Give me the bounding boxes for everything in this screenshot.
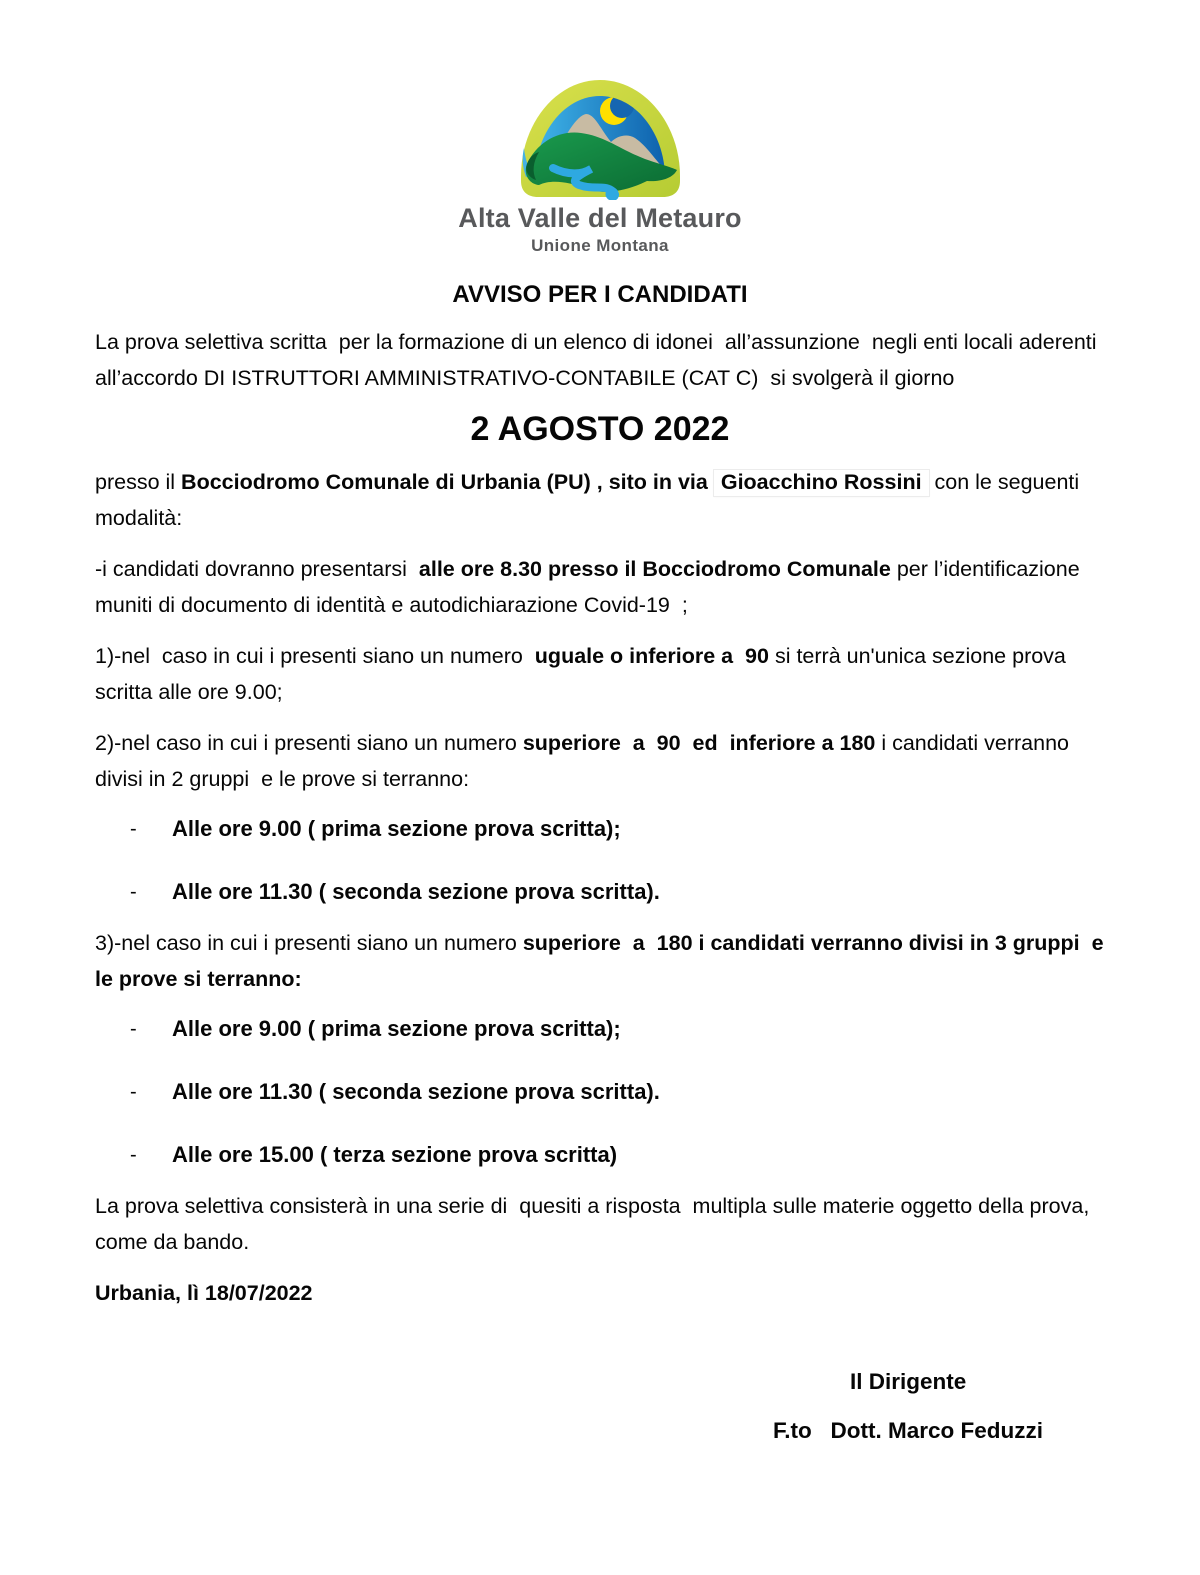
text-run: 1)-nel caso in cui i presenti siano un numero — [95, 644, 535, 668]
signature-role — [850, 1369, 1105, 1395]
paragraph — [95, 925, 1110, 997]
bullet-item — [95, 874, 1105, 910]
text-run: Alle ore 9.00 ( prima sezione prova scritta); — [172, 816, 621, 841]
bullet-dash: - — [130, 881, 137, 903]
document-body — [95, 281, 1110, 1444]
text-run: alle ore 8.30 presso il Bocciodromo Comunale — [418, 557, 891, 581]
text-run: superiore a 180 i candidati verranno divisi in 3 gruppi e le prove si terranno: — [95, 931, 1110, 991]
text-run: presso il — [95, 470, 182, 494]
text-run: i candidati verranno divisi in 2 gruppi e le prove si terranno: — [95, 731, 1075, 791]
text-run: 2 AGOSTO 2022 — [470, 410, 730, 448]
paragraph — [95, 1188, 1105, 1260]
text-run: 2)-nel caso in cui i presenti siano un numero — [95, 731, 523, 755]
text-run: superiore a 90 ed inferiore a 180 — [522, 731, 876, 755]
bullet-item — [95, 811, 1105, 847]
alta-valle-del-metauro-logo-icon — [519, 78, 682, 200]
paragraph — [95, 464, 1105, 536]
text-run: AVVISO PER I CANDIDATI — [452, 281, 748, 308]
paragraph — [95, 1275, 1105, 1311]
text-run: La prova selettiva consisterà in una serie di quesiti a risposta multipla sulle materie oggetto della prova, come da bando. — [95, 1194, 1096, 1254]
bullet-text — [172, 811, 621, 847]
bullet-text — [172, 1074, 660, 1110]
bullet-item — [95, 1074, 1105, 1110]
text-run: -i candidati dovranno presentarsi — [95, 557, 419, 581]
bullet-item — [95, 1011, 1105, 1047]
bullet-item — [95, 1137, 1105, 1173]
logo-subtitle: Unione Montana — [531, 236, 669, 255]
paragraph — [95, 324, 1105, 396]
bullet-text — [172, 1011, 621, 1047]
bullet-dash: - — [130, 818, 137, 840]
text-run: F.to Dott. Marco Feduzzi — [773, 1418, 1043, 1443]
text-run: Alle ore 15.00 ( terza sezione prova scritta) — [172, 1142, 618, 1167]
bullet-dash: - — [130, 1018, 137, 1040]
paragraph — [95, 725, 1105, 797]
date-heading — [95, 409, 1105, 449]
text-run: Bocciodromo Comunale di Urbania (PU) , sito in via — [181, 470, 714, 494]
paragraph — [95, 638, 1105, 710]
text-run: 3)-nel caso in cui i presenti siano un numero — [95, 931, 523, 955]
bullet-dash: - — [130, 1081, 137, 1103]
text-run: per l’identificazione muniti di documento di identità e autodichiarazione Covid-19 ; — [95, 557, 1086, 617]
text-run: Alle ore 11.30 ( seconda sezione prova scritta). — [172, 879, 660, 904]
bullet-dash: - — [130, 1144, 137, 1166]
text-run: Alle ore 11.30 ( seconda sezione prova scritta). — [172, 1079, 660, 1104]
text-run: Il Dirigente — [850, 1369, 967, 1394]
doc-title — [95, 281, 1105, 309]
text-run: uguale o inferiore a 90 — [534, 644, 769, 668]
bullet-text — [172, 874, 660, 910]
logo-block — [95, 78, 1105, 256]
text-run: con le seguenti modalità: — [95, 470, 1086, 530]
paragraph — [95, 551, 1105, 623]
text-run: si terrà un'unica sezione prova scritta alle ore 9.00; — [95, 644, 1072, 704]
signature-name — [773, 1418, 1105, 1444]
logo-wordmark: Alta Valle del Metauro — [458, 203, 742, 233]
text-run: La prova selettiva scritta per la formazione di un elenco di idonei all’assunzione negli enti locali aderenti all’accordo DI ISTRUTTORI AMMINISTRATIVO-CONTABILE (CAT C) si svolgerà il giorno — [95, 330, 1103, 390]
bullet-text — [172, 1137, 617, 1173]
street-name-highlight: Gioacchino Rossini — [714, 470, 929, 496]
text-run: Alle ore 9.00 ( prima sezione prova scritta); — [172, 1016, 621, 1041]
text-run: Urbania, lì 18/07/2022 — [95, 1281, 313, 1305]
